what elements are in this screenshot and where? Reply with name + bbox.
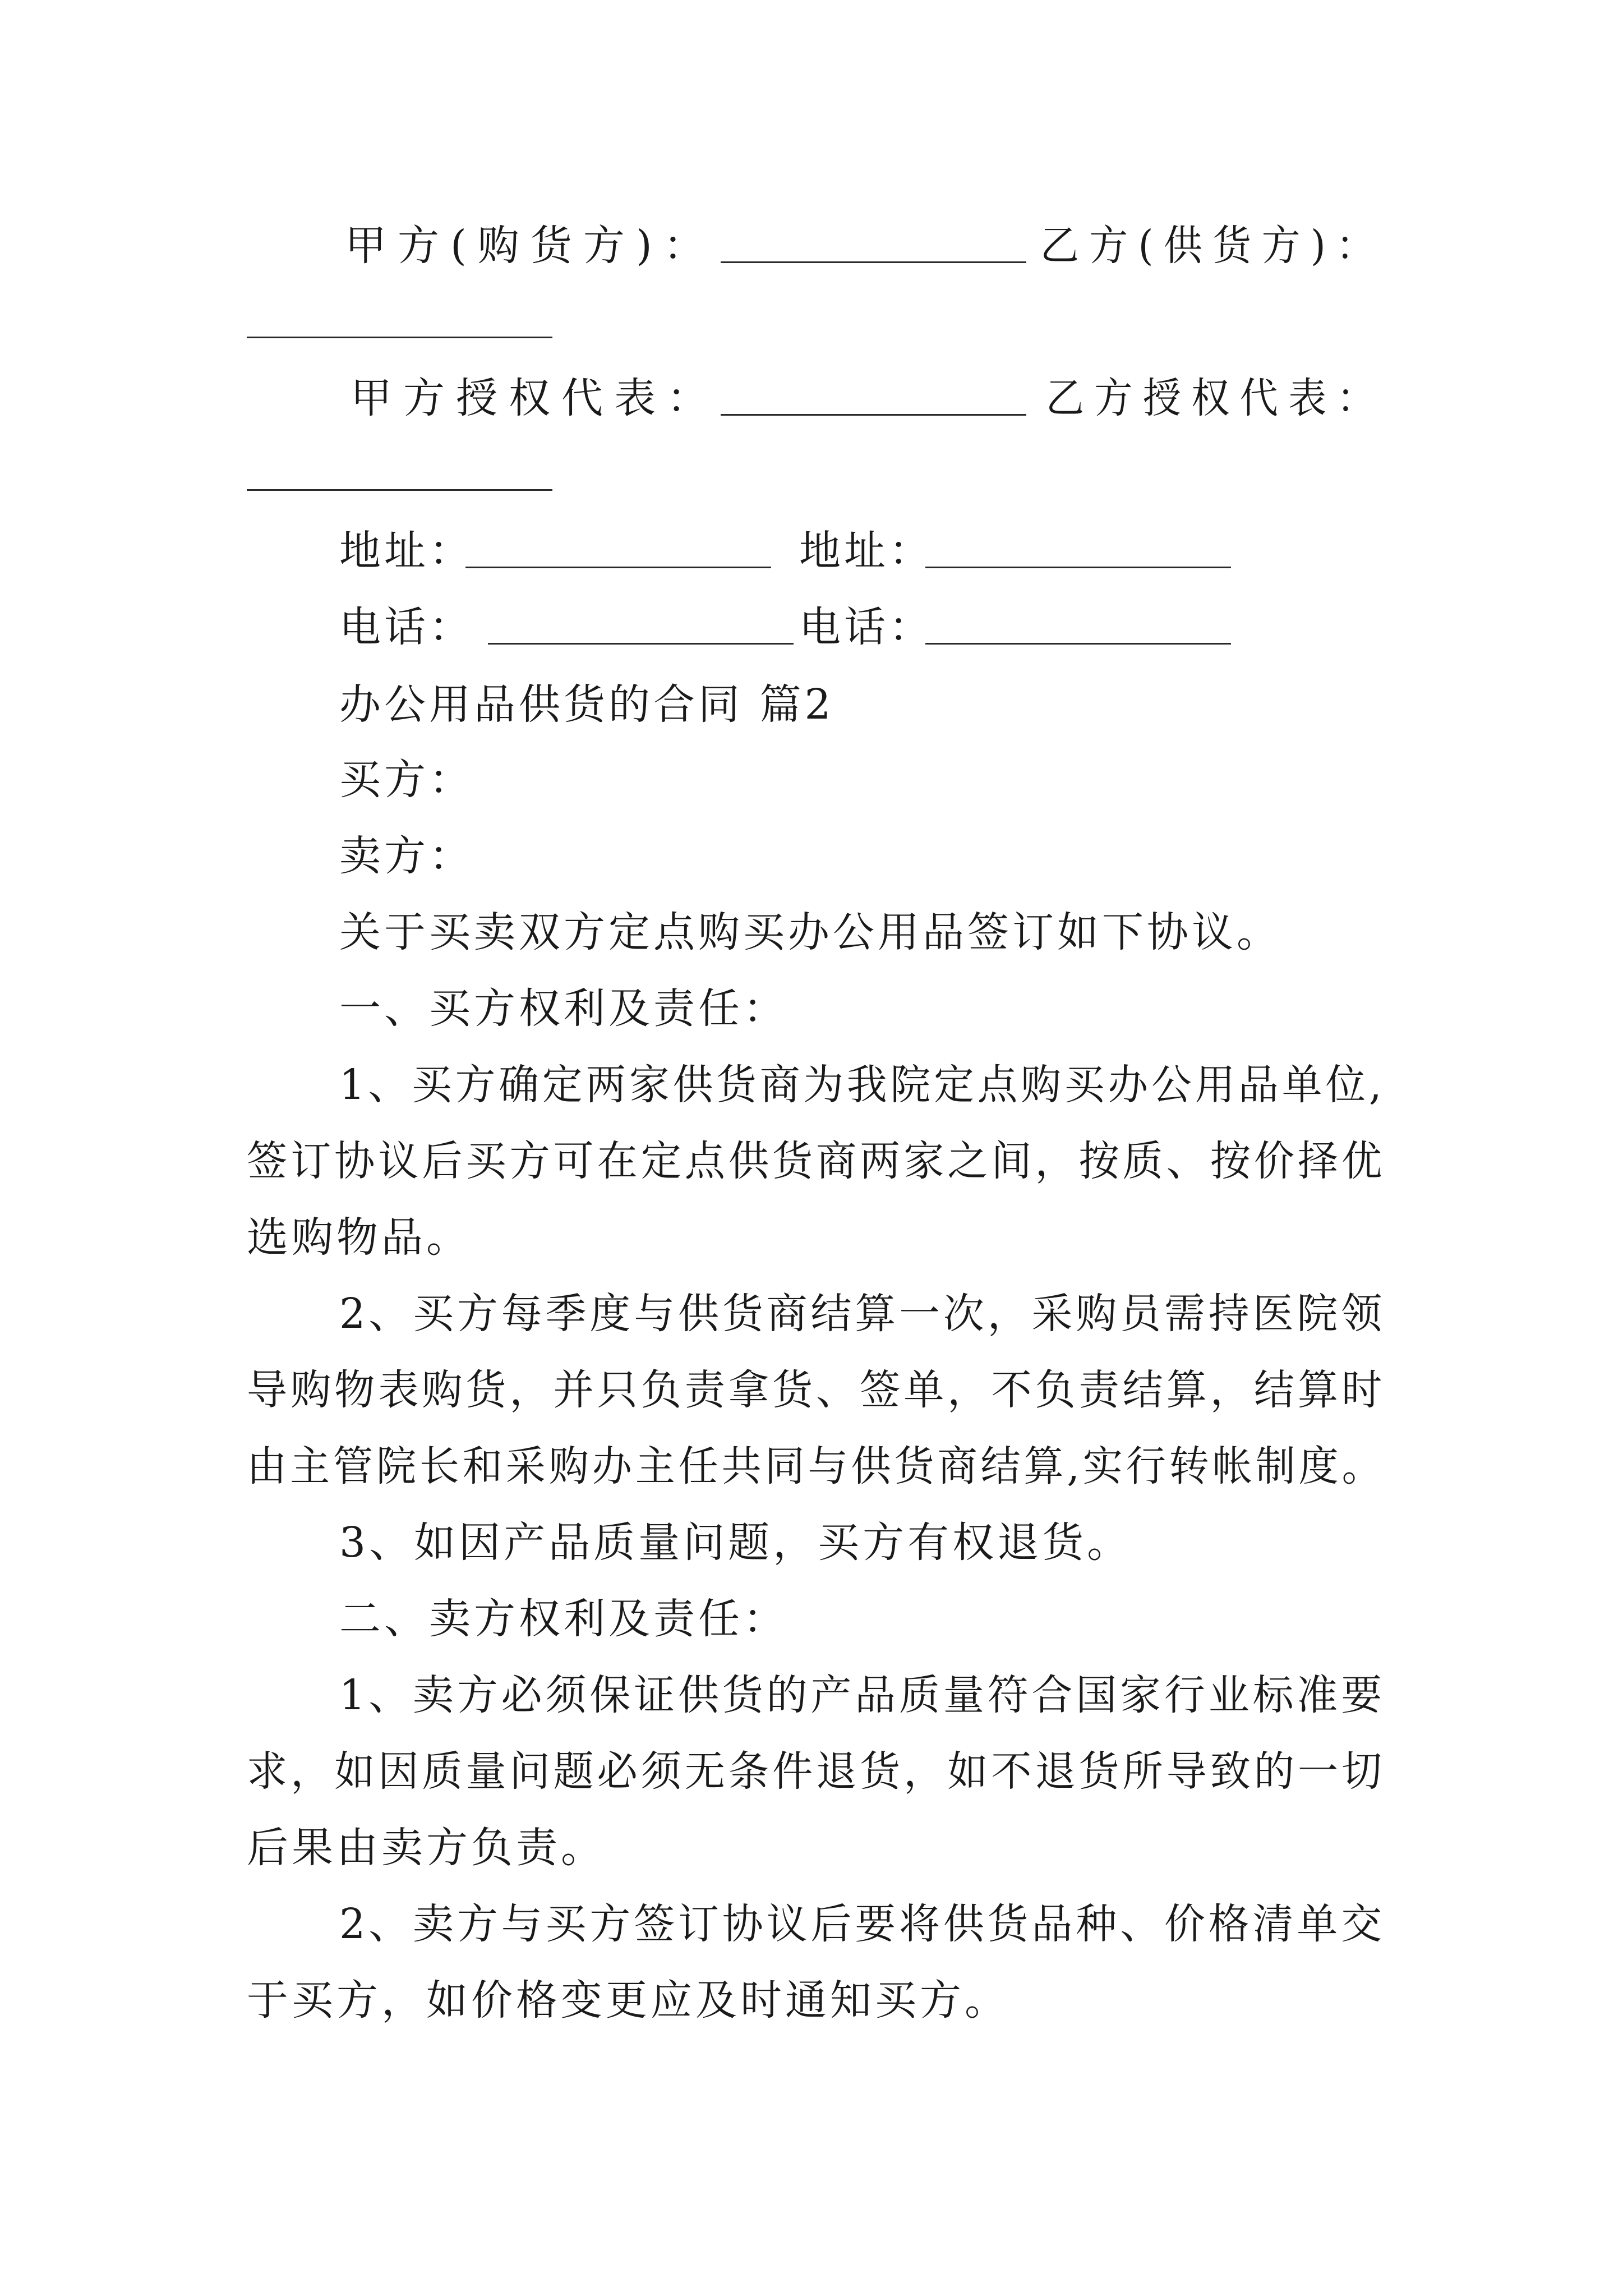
- phone-b-blank[interactable]: [925, 643, 1231, 645]
- party-a-blank[interactable]: [721, 261, 1026, 263]
- s1-item2-line1: 2、买方每季度与供货商结算一次，采购员需持医院领: [339, 1290, 1386, 1338]
- s1-item3-line1: 3、如因产品质量问题，买方有权退货。: [339, 1519, 1132, 1567]
- address-a-blank[interactable]: [465, 567, 771, 568]
- s1-item1-line3: 选购物品。: [247, 1213, 471, 1262]
- s2-item1-line1: 1、卖方必须保证供货的产品质量符合国家行业标准要: [339, 1671, 1386, 1719]
- s1-item1-line1: 1、买方确定两家供货商为我院定点购买办公用品单位,: [339, 1061, 1385, 1109]
- s1-item1-line2: 签订协议后买方可在定点供货商两家之间，按质、按价择优: [247, 1137, 1386, 1185]
- phone-b-label: 电话：: [799, 603, 934, 651]
- rep-a-blank[interactable]: [721, 414, 1026, 416]
- s2-item2-line1: 2、卖方与买方签订协议后要将供货品种、价格清单交: [339, 1900, 1386, 1948]
- section-1-heading: 一、买方权利及责任：: [339, 984, 788, 1033]
- phone-a-blank[interactable]: [488, 643, 794, 645]
- seller-label: 卖方：: [339, 832, 474, 880]
- rep-b-label: 乙方授权代表：: [1046, 374, 1386, 422]
- rep-b-blank[interactable]: [247, 489, 552, 491]
- contract-title: 办公用品供货的合同 篇2: [339, 680, 834, 729]
- s2-item1-line2: 求，如因质量问题必须无条件退货，如不退货所导致的一切: [247, 1747, 1386, 1796]
- s2-item1-line3: 后果由卖方负责。: [247, 1824, 606, 1872]
- rep-a-label: 甲方授权代表：: [351, 374, 720, 422]
- phone-a-label: 电话：: [339, 603, 474, 651]
- party-a-label: 甲方(购货方)：: [345, 222, 716, 270]
- address-a-label: 地址：: [339, 527, 474, 575]
- party-b-label: 乙方(供货方)：: [1040, 222, 1385, 270]
- address-b-label: 地址：: [799, 527, 934, 575]
- buyer-label: 买方：: [339, 756, 474, 804]
- s2-item2-line2: 于买方，如价格变更应及时通知买方。: [247, 1976, 1009, 2024]
- party-b-blank[interactable]: [247, 337, 552, 338]
- intro-paragraph: 关于买卖双方定点购买办公用品签订如下协议。: [339, 908, 1281, 956]
- s1-item2-line2: 导购物表购货，并只负责拿货、签单，不负责结算，结算时: [247, 1366, 1386, 1414]
- s1-item2-line3: 由主管院长和采购办主任共同与供货商结算,实行转帐制度。: [247, 1442, 1385, 1490]
- address-b-blank[interactable]: [925, 567, 1231, 568]
- section-2-heading: 二、卖方权利及责任：: [339, 1595, 788, 1643]
